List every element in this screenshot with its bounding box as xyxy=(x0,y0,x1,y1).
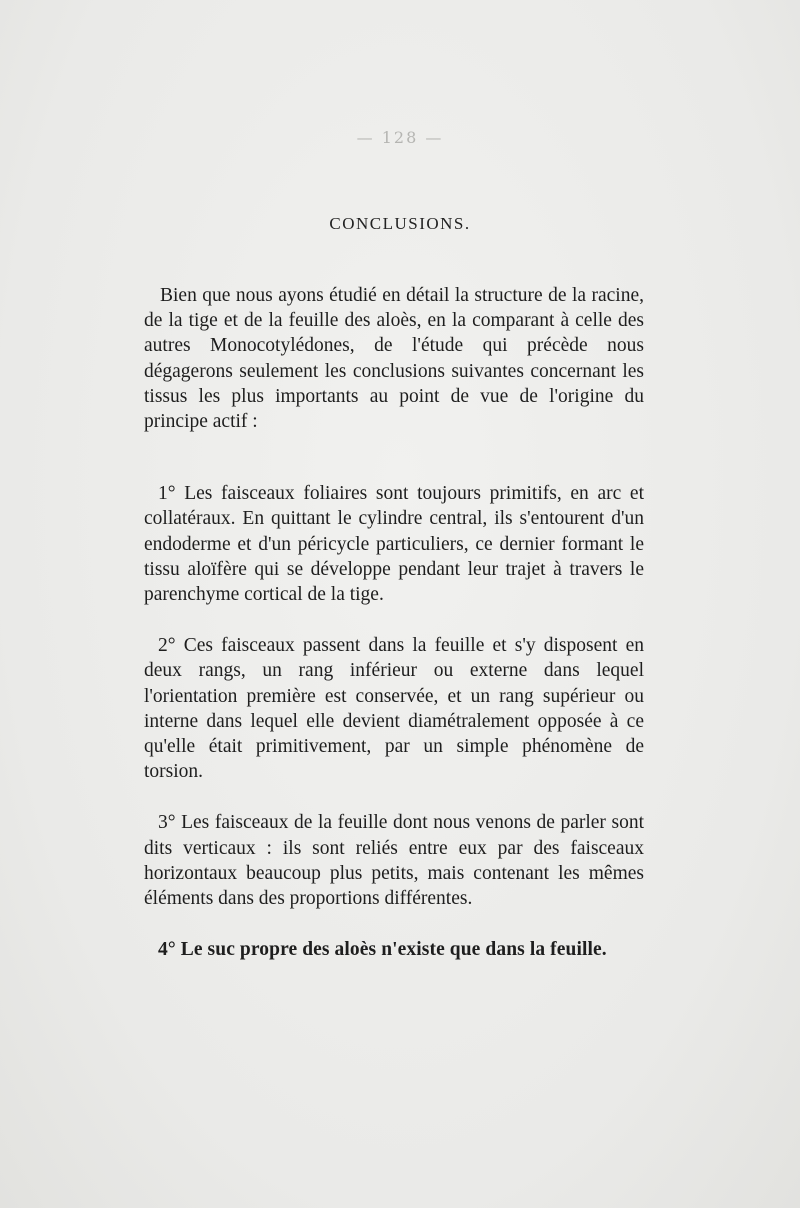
conclusion-4-paragraph: 4° Le suc propre des aloès n'existe que dans la feuille. xyxy=(158,939,607,961)
conclusion-3-paragraph: 3° Les faisceaux de la feuille dont nous venons de parler sont dits verticaux : ils sont reliés entre eux par des faisceaux horizontaux beaucoup plus petits, mais contenant les mêmes éléments dans des proportions différentes. xyxy=(144,812,644,910)
section-heading: CONCLUSIONS. xyxy=(329,214,471,233)
intro-paragraph: Bien que nous ayons étudié en détail la structure de la racine, de la tige et de la feuille des aloès, en la comparant à celle des autres Monocotylédones, de l'étude qui précède nous dégagerons seulement les conclusions suivantes concernant les tissus les plus importants au point de vue de l'origine du principe actif : xyxy=(144,285,644,433)
conclusion-2-paragraph: 2° Ces faisceaux passent dans la feuille et s'y disposent en deux rangs, un rang inférieur ou externe dans lequel l'orientation première est conservée, et un rang supérieur ou interne dans lequel elle devient diamétralement opposée à ce qu'elle était primitivement, par un simple phénomène de torsion. xyxy=(144,635,644,783)
body-text xyxy=(144,283,644,962)
page-number: — 128 — xyxy=(356,128,444,147)
conclusion-1-paragraph: 1° Les faisceaux foliaires sont toujours primitifs, en arc et collatéraux. En quittant le cylindre central, ils s'entourent d'un endoderme et d'un péricycle particuliers, ce dernier formant le tissu aloïfère qui se développe pendant leur trajet à travers le parenchyme cortical de la tige. xyxy=(144,483,644,606)
